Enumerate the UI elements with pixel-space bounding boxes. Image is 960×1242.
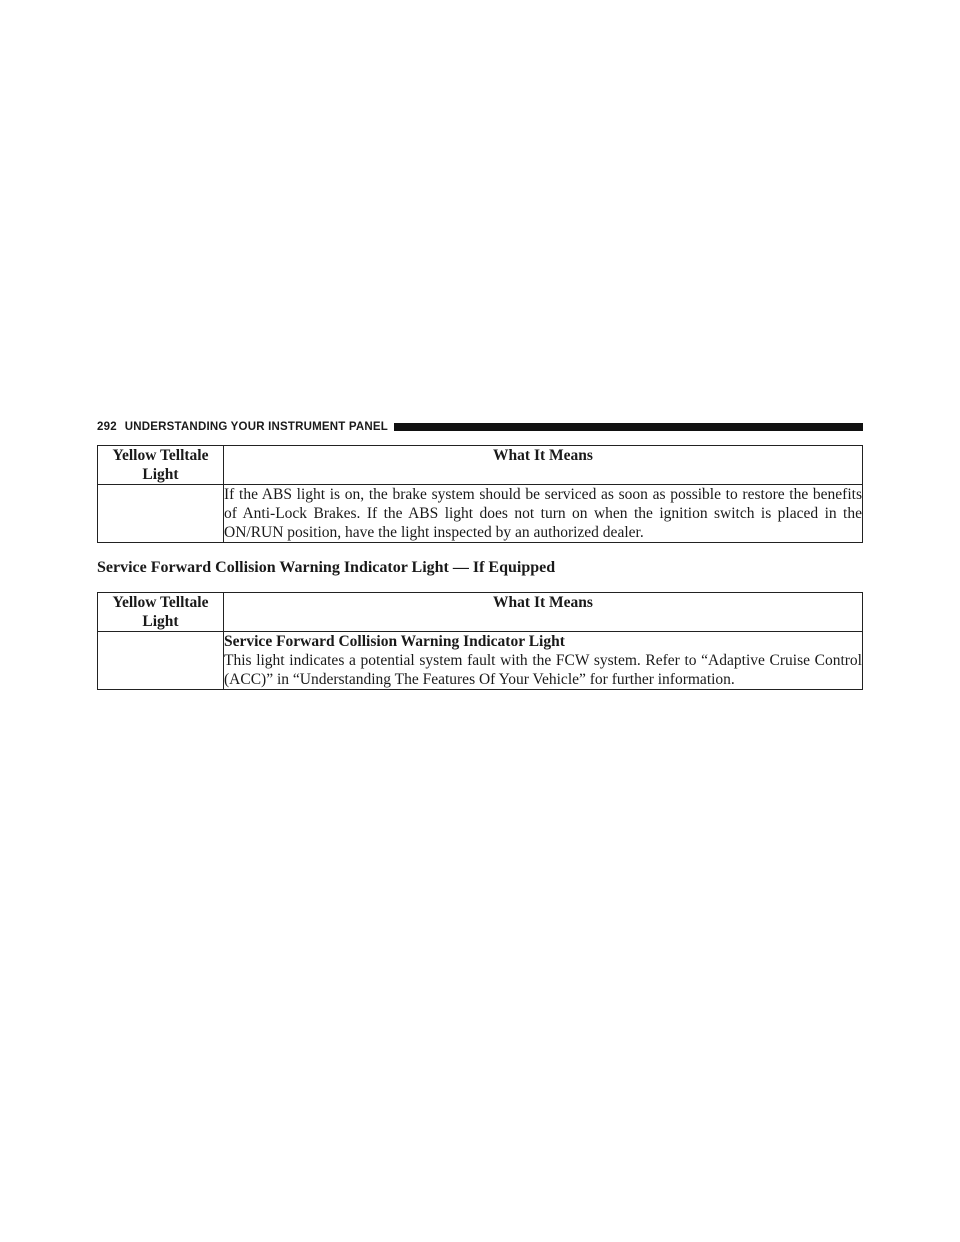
- yellow-telltale-light-header: Yellow Telltale Light: [98, 446, 224, 485]
- table-header-row: [98, 593, 863, 632]
- section-title: Service Forward Collision Warning Indicator Light — If Equipped: [97, 559, 556, 576]
- abs-telltale-table: [97, 445, 863, 543]
- telltale-icon-cell: [98, 485, 224, 543]
- header-rule: [394, 423, 863, 431]
- fcw-description-cell: [224, 632, 863, 690]
- page-number: 292: [97, 421, 117, 433]
- yellow-telltale-light-header: Yellow Telltale Light: [98, 593, 224, 632]
- fcw-heading: Service Forward Collision Warning Indicator Light: [224, 633, 565, 650]
- section-name: UNDERSTANDING YOUR INSTRUMENT PANEL: [124, 421, 388, 433]
- abs-description: If the ABS light is on, the brake system should be serviced as soon as possible to restore the benefits of Anti-Lock Brakes. If the ABS light does not turn on when the ignition switch is placed in the ON/RUN position, have the light inspected by an authorized dealer.: [224, 486, 862, 541]
- what-it-means-header: What It Means: [224, 446, 863, 485]
- telltale-icon-cell: [98, 632, 224, 690]
- page-header: [97, 418, 863, 436]
- table-row: [98, 485, 863, 543]
- table-header-row: [98, 446, 863, 485]
- fcw-telltale-table: [97, 592, 863, 690]
- fcw-description: This light indicates a potential system fault with the FCW system. Refer to “Adaptive Cruise Control (ACC)” in “Understanding The Features Of Your Vehicle” for further information.: [224, 652, 862, 688]
- table-row: [98, 632, 863, 690]
- what-it-means-header: What It Means: [224, 593, 863, 632]
